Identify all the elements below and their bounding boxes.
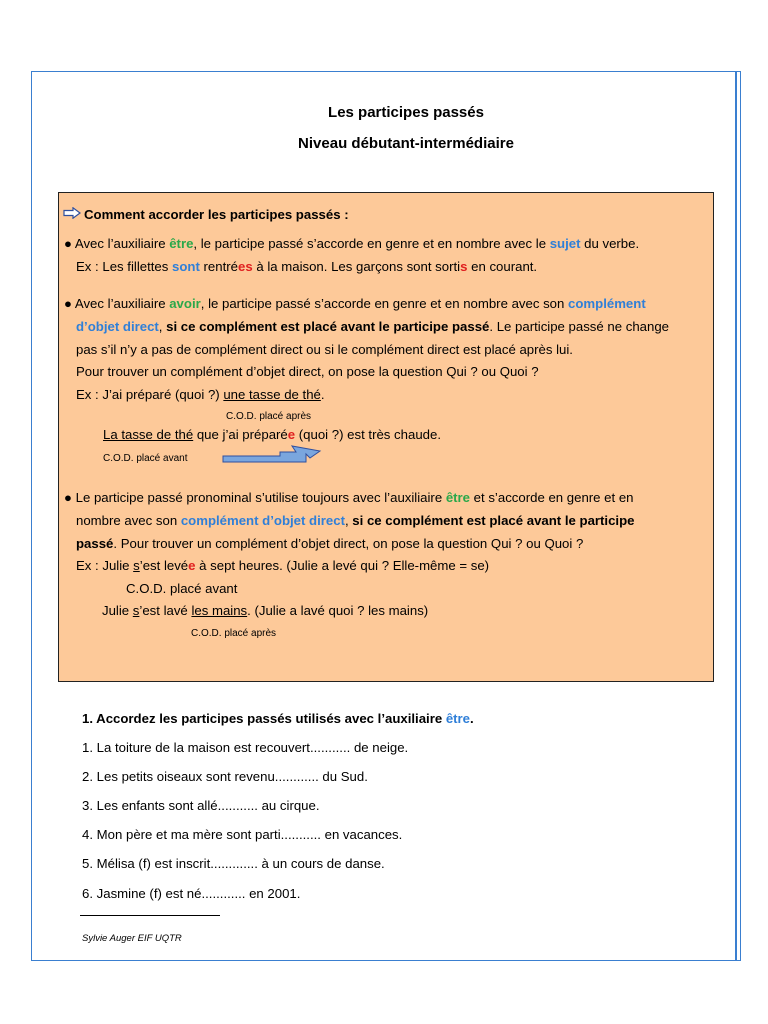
avoir-rule-line-3: pas s’il n’y a pas de complément direct ou si le complément direct est placé après lui. (76, 342, 573, 357)
curved-arrow-icon (222, 444, 322, 466)
footer-rule (80, 915, 220, 916)
page-subtitle: Niveau débutant-intermédiaire (298, 135, 514, 152)
exercise-item: 3. Les enfants sont allé........... au cirque. (82, 798, 320, 813)
pronominal-example-1: Ex : Julie s’est levée à sept heures. (Julie a levé qui ? Elle-même = se) (76, 558, 490, 573)
pronominal-cod-before-label: C.O.D. placé avant (126, 581, 238, 596)
page-title: Les participes passés (328, 104, 484, 121)
pronominal-rule-line-2: nombre avec son complément d’objet direct, si ce complément est placé avant le participe (76, 513, 635, 528)
avoir-rule-line-1: ● Avec l’auxiliaire avoir, le participe passé s’accorde en genre et en nombre avec son complément (64, 296, 646, 311)
etre-rule-line: ● Avec l’auxiliaire être, le participe passé s’accorde en genre et en nombre avec le sujet du verbe. (64, 236, 640, 251)
etre-example-line: Ex : Les fillettes sont rentrées à la maison. Les garçons sont sortis en courant. (76, 259, 538, 274)
exercise-item: 6. Jasmine (f) est né............ en 2001. (82, 886, 301, 901)
page-frame-right-border (735, 71, 737, 961)
arrow-right-icon (63, 207, 81, 219)
avoir-example-1: Ex : J’ai préparé (quoi ?) une tasse de thé. (76, 387, 325, 402)
avoir-example-2: La tasse de thé que j’ai préparée (quoi ?) est très chaude. (103, 427, 441, 442)
exercise-heading: 1. Accordez les participes passés utilisés avec l’auxiliaire être. (82, 711, 474, 726)
pronominal-rule-line-1: ● Le participe passé pronominal s’utilise toujours avec l’auxiliaire être et s’accorde en genre et en (64, 490, 634, 505)
pronominal-cod-after-label: C.O.D. placé après (191, 628, 277, 639)
exercise-item: 2. Les petits oiseaux sont revenu............ du Sud. (82, 769, 368, 784)
pronominal-example-2: Julie s’est lavé les mains. (Julie a lavé quoi ? les mains) (102, 603, 429, 618)
footer-author: Sylvie Auger EIF UQTR (82, 933, 182, 944)
avoir-rule-line-4: Pour trouver un complément d’objet direct, on pose la question Qui ? ou Quoi ? (76, 364, 539, 379)
pronominal-rule-line-3: passé. Pour trouver un complément d’objet direct, on pose la question Qui ? ou Quoi ? (76, 536, 584, 551)
exercise-item: 1. La toiture de la maison est recouvert........... de neige. (82, 740, 409, 755)
cod-after-label: C.O.D. placé après (226, 411, 312, 422)
avoir-rule-line-2: d’objet direct, si ce complément est placé avant le participe passé. Le participe passé ne change (76, 319, 669, 334)
exercise-item: 5. Mélisa (f) est inscrit............. à un cours de danse. (82, 856, 385, 871)
cod-before-label: C.O.D. placé avant (103, 453, 188, 464)
bullet: ● (64, 236, 75, 251)
box-heading: Comment accorder les participes passés : (84, 207, 349, 222)
exercise-item: 4. Mon père et ma mère sont parti........... en vacances. (82, 827, 403, 842)
